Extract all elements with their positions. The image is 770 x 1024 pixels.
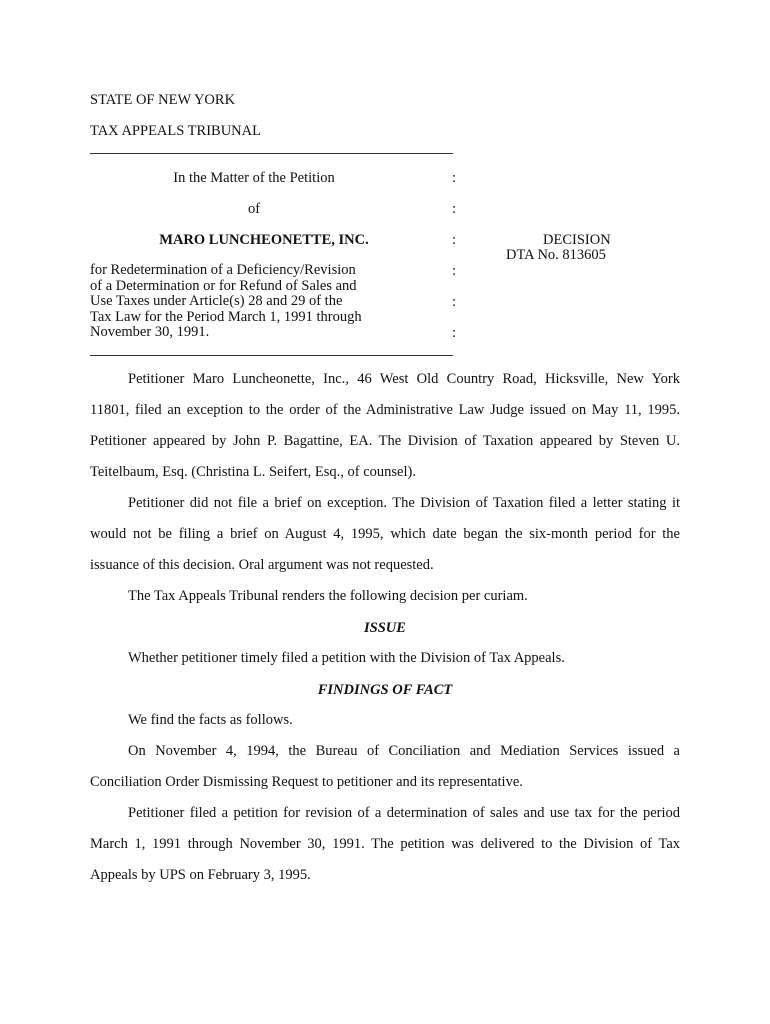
text-line	[90, 643, 680, 674]
text-run: Petitioner did not file a brief on exception. The Division of Taxation filed a letter stating it	[128, 495, 680, 511]
text-line: 11801, filed an exception to the order of the Administrative Law Judge issued on May 11, 1995.	[90, 402, 680, 418]
paragraph-issue	[90, 643, 680, 674]
petitioner-name: MARO LUNCHEONETTE, INC.	[159, 232, 369, 248]
text-run: The Tax Appeals Tribunal renders the following decision per curiam.	[128, 588, 528, 604]
text-line	[90, 705, 680, 736]
text-run: On November 4, 1994, the Bureau of Conciliation and Mediation Services issued a	[128, 743, 680, 759]
caption-colon: :	[452, 325, 457, 341]
text-run: Whether petitioner timely filed a petition with the Division of Tax Appeals.	[128, 650, 565, 666]
text-line	[90, 364, 680, 395]
caption-colon: :	[452, 170, 457, 186]
paragraph-briefs	[90, 488, 680, 581]
caption-top-rule	[90, 153, 453, 154]
text-line: issuance of this decision. Oral argument was not requested.	[90, 557, 434, 573]
text-line: Teitelbaum, Esq. (Christina L. Seifert, Esq., of counsel).	[90, 464, 416, 480]
caption-subject-line: November 30, 1991.	[90, 324, 210, 340]
text-line	[90, 798, 680, 829]
paragraph-appearances	[90, 364, 680, 488]
caption-colon: :	[452, 232, 457, 248]
caption-colon: :	[452, 201, 457, 217]
text-run: Petitioner Maro Luncheonette, Inc., 46 West Old Country Road, Hicksville, New York	[128, 371, 680, 387]
text-line	[90, 736, 680, 767]
findings-heading: FINDINGS OF FACT	[317, 682, 453, 698]
caption-colon: :	[452, 294, 457, 310]
text-run: Petitioner filed a petition for revision of a determination of sales and use tax for the period	[128, 805, 680, 821]
issue-heading: ISSUE	[364, 620, 406, 636]
text-run: We find the facts as follows.	[128, 712, 293, 728]
text-line	[90, 581, 680, 612]
paragraph-per-curiam	[90, 581, 680, 612]
text-line: Appeals by UPS on February 3, 1995.	[90, 867, 311, 883]
text-line: would not be filing a brief on August 4, 1995, which date began the six-month period for the	[90, 526, 680, 542]
dta-number: DTA No. 813605	[506, 247, 606, 263]
caption-subject-line: of a Determination or for Refund of Sales and	[90, 277, 357, 294]
text-line	[90, 488, 680, 519]
caption-subject-line: Tax Law for the Period March 1, 1991 through	[90, 308, 362, 325]
caption-bottom-rule	[90, 355, 453, 356]
caption-subject-line: Use Taxes under Article(s) 28 and 29 of the	[90, 293, 343, 309]
tribunal-heading: TAX APPEALS TRIBUNAL	[90, 123, 261, 139]
paragraph-findings-intro	[90, 705, 680, 736]
state-heading: STATE OF NEW YORK	[90, 92, 236, 108]
decision-label: DECISION	[543, 232, 611, 248]
text-line: Petitioner appeared by John P. Bagattine, EA. The Division of Taxation appeared by Steven U.	[90, 433, 680, 449]
text-line: March 1, 1991 through November 30, 1991. The petition was delivered to the Division of Tax	[90, 836, 680, 852]
caption-colon: :	[452, 263, 457, 279]
of-line: of	[247, 201, 261, 217]
text-line: Conciliation Order Dismissing Request to petitioner and its representative.	[90, 774, 523, 790]
matter-line: In the Matter of the Petition	[173, 170, 335, 186]
paragraph-conciliation	[90, 736, 680, 798]
caption-subject-line: for Redetermination of a Deficiency/Revision	[90, 262, 356, 278]
paragraph-petition-filed	[90, 798, 680, 891]
